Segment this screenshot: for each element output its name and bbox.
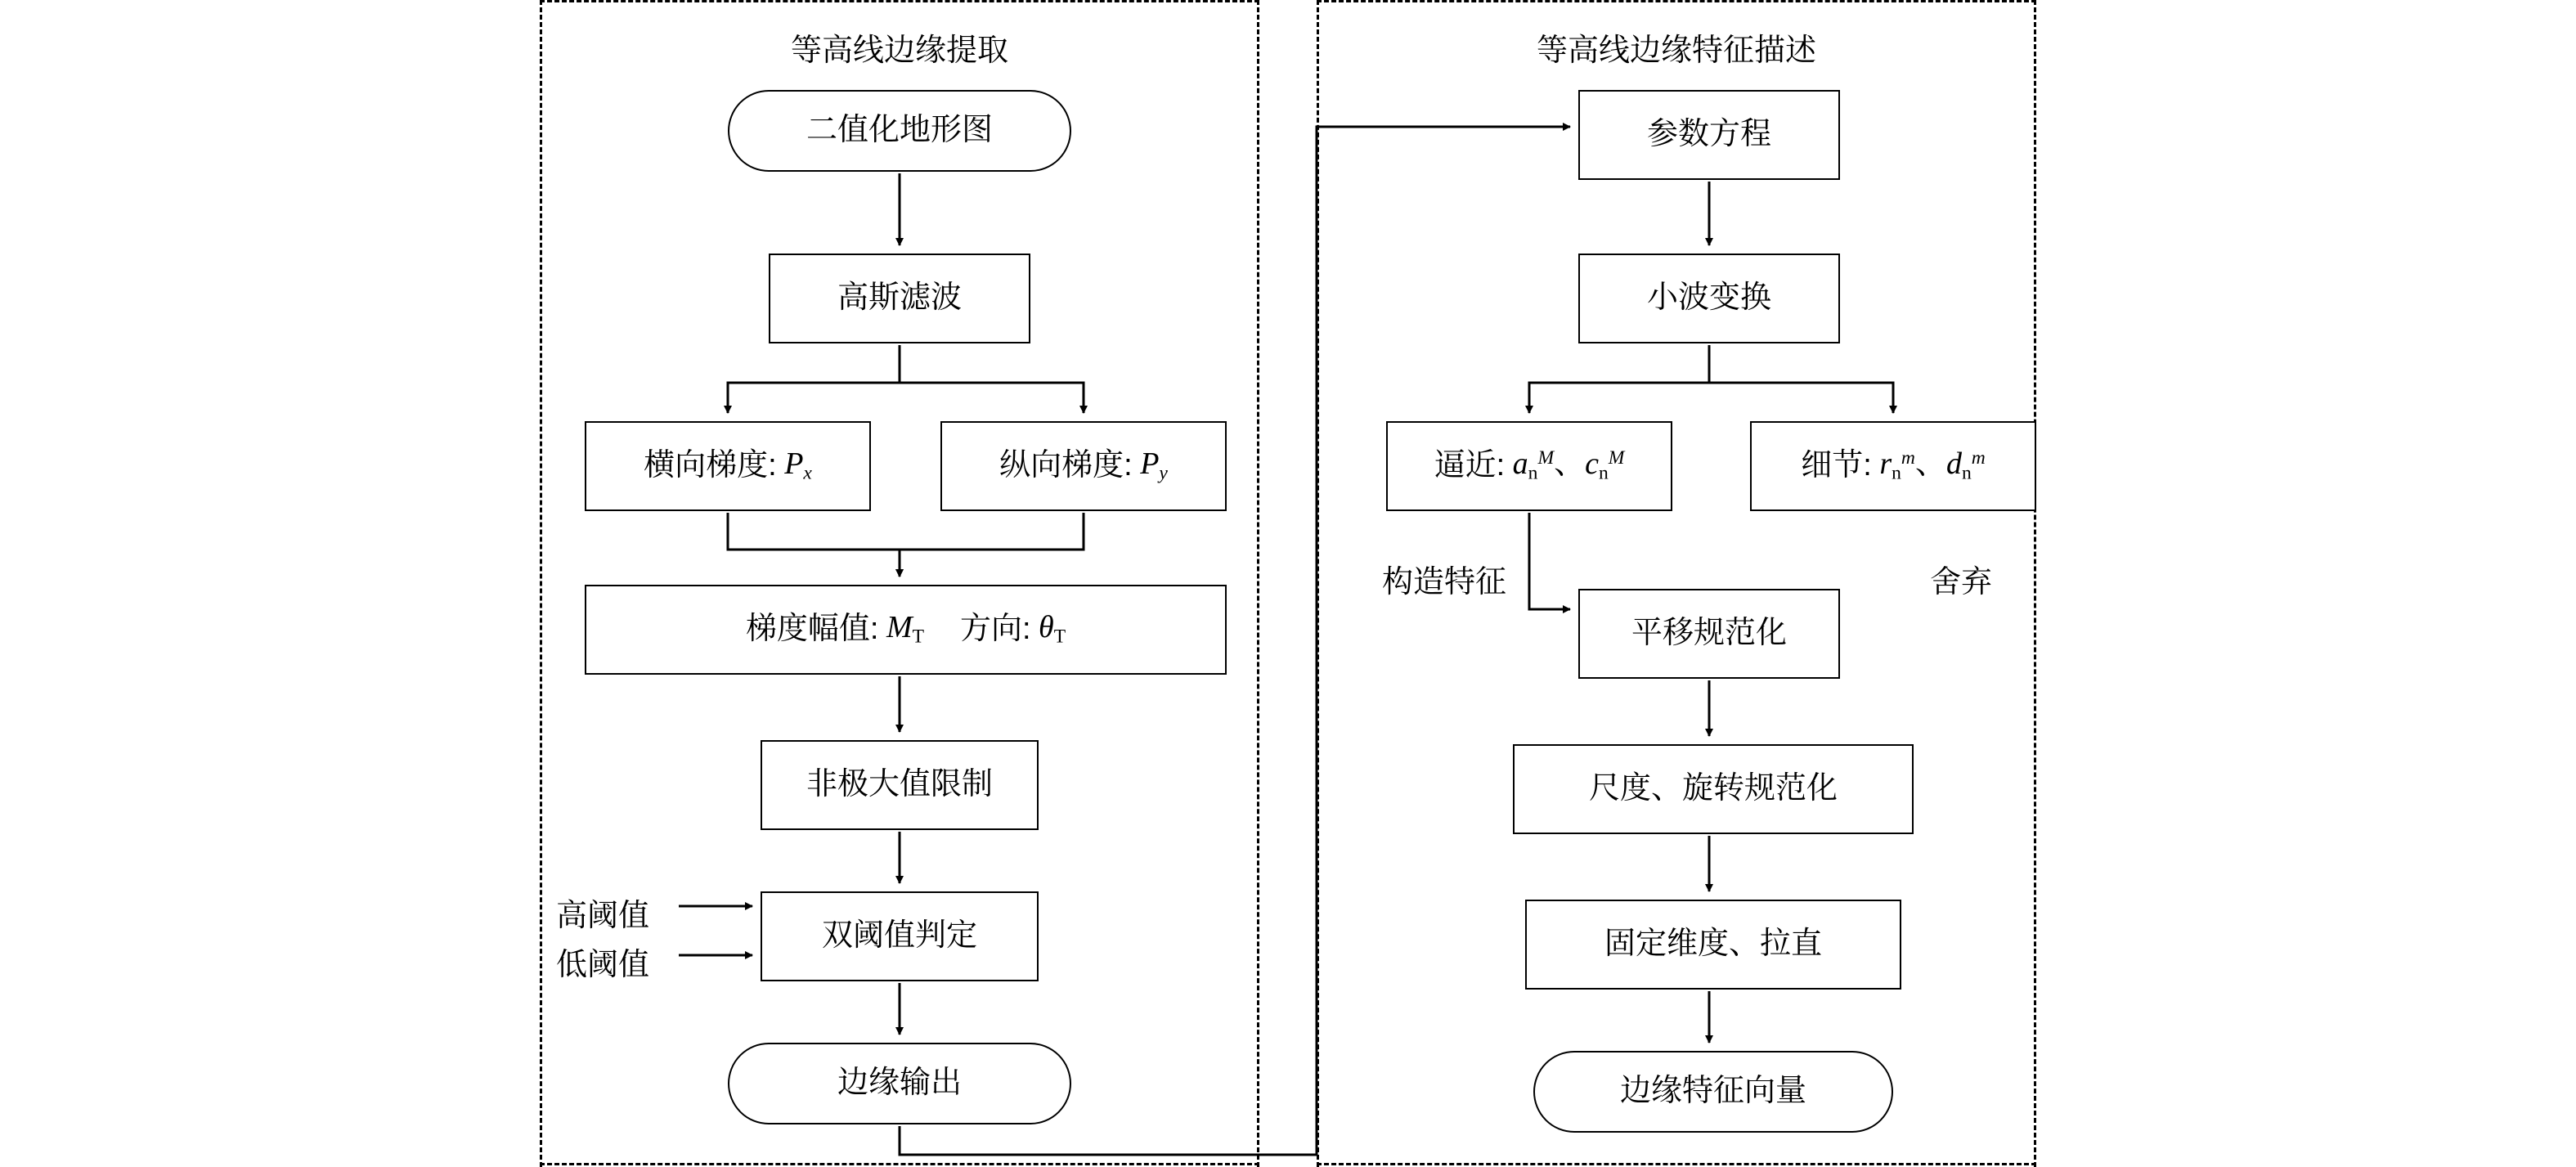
panel-feature-description-top-border	[1317, 0, 2036, 2]
node-double-threshold: 双阈值判定	[761, 891, 1039, 981]
label-low-threshold: 低阈值	[556, 948, 650, 982]
node-gradient-magnitude-symbol: $M_T$	[878, 610, 924, 648]
node-gradient-x	[585, 421, 871, 511]
label-discard: 舍弃	[1930, 565, 1993, 599]
node-binary-map: 二值化地形图	[728, 90, 1071, 172]
node-approximation-symbols: $a_n^M$、$c_n^M$	[1505, 447, 1625, 484]
panel-edge-extraction-bottom-border	[540, 1163, 1259, 1165]
node-edge-feature-vector: 边缘特征向量	[1533, 1051, 1893, 1133]
node-gradient-x-symbol: $P_x$	[776, 447, 812, 484]
node-gaussian-filter: 高斯滤波	[769, 254, 1030, 343]
node-wavelet-transform: 小波变换	[1578, 254, 1840, 343]
node-gradient-x-label: 横向梯度:	[644, 448, 777, 483]
node-gradient-y-label: 纵向梯度:	[999, 448, 1133, 483]
node-parametric-equation: 参数方程	[1578, 90, 1840, 180]
node-gradient-direction-label: 方向:	[959, 612, 1031, 647]
panel-title-left: 等高线边缘提取	[790, 34, 1008, 68]
panel-feature-description-bottom-border	[1317, 1163, 2036, 1165]
node-fixed-dimension-flatten: 固定维度、拉直	[1525, 900, 1901, 990]
node-gradient-y-symbol: $P_y$	[1132, 447, 1168, 484]
panel-edge-extraction	[540, 0, 1259, 1167]
node-scale-rotation-normalization: 尺度、旋转规范化	[1513, 744, 1914, 834]
node-approximation-label: 逼近:	[1434, 448, 1506, 483]
node-translation-normalization: 平移规范化	[1578, 589, 1840, 679]
node-gradient-y	[940, 421, 1227, 511]
label-construct-feature: 构造特征	[1382, 565, 1507, 599]
panel-edge-extraction-top-border	[540, 0, 1259, 2]
node-detail	[1750, 421, 2036, 511]
node-non-maximum-suppression: 非极大值限制	[761, 740, 1039, 830]
node-gradient-magnitude-direction	[585, 585, 1227, 675]
panel-title-right: 等高线边缘特征描述	[1536, 34, 1816, 68]
node-gradient-magnitude-label: 梯度幅值:	[745, 612, 879, 647]
node-gradient-direction-symbol: $\theta_T$	[1030, 610, 1066, 648]
node-detail-label: 细节:	[1801, 448, 1872, 483]
node-approximation	[1386, 421, 1672, 511]
node-detail-symbols: $r_n^m$、$d_n^m$	[1871, 447, 1986, 484]
label-high-threshold: 高阈值	[556, 899, 650, 933]
node-edge-output: 边缘输出	[728, 1043, 1071, 1124]
